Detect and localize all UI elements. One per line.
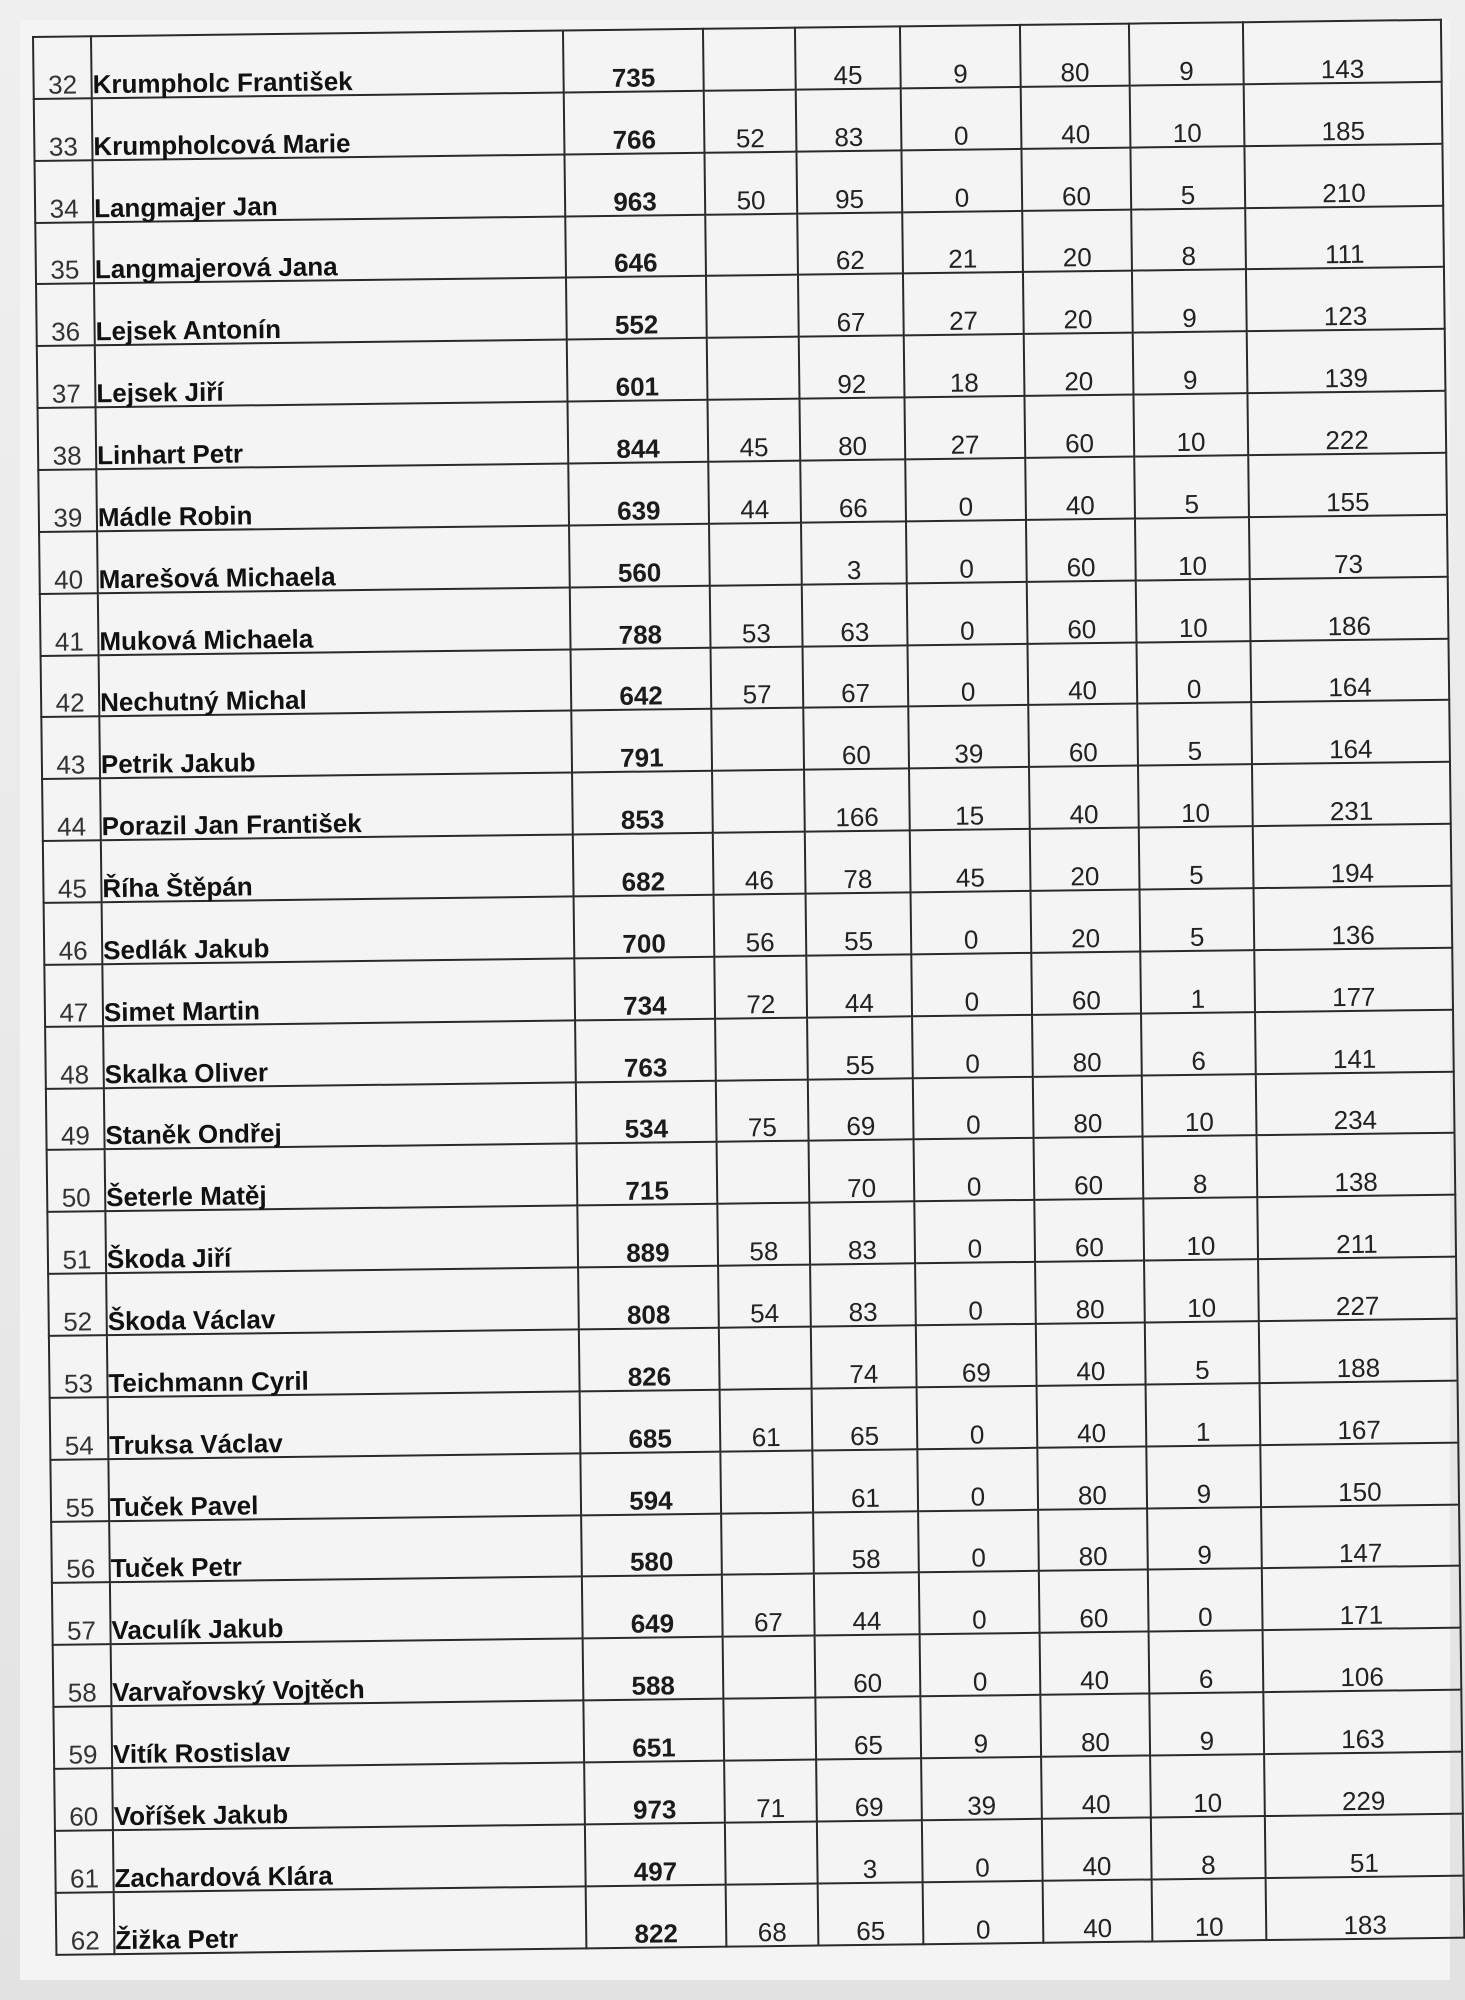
score-col-4: 40 [1043,1879,1153,1943]
score-col-2: 62 [797,212,903,275]
score-col-4: 60 [1034,1137,1144,1200]
person-name: Škoda Jiří [105,1206,578,1274]
row-number: 35 [35,222,94,285]
total-score: 853 [572,771,713,835]
score-col-1 [707,337,800,400]
score-col-6: 229 [1264,1752,1463,1816]
score-col-2: 83 [810,1263,916,1326]
score-col-2: 70 [809,1140,915,1203]
score-col-5: 8 [1151,1816,1266,1879]
score-col-2: 3 [817,1820,923,1883]
score-col-6: 73 [1249,515,1448,579]
score-col-5: 5 [1137,703,1252,766]
score-col-2: 67 [803,645,909,708]
score-col-6: 177 [1254,948,1453,1012]
total-score: 646 [565,214,706,278]
score-col-2: 95 [796,150,902,213]
total-score: 639 [568,462,709,526]
score-col-2: 66 [800,459,906,522]
person-name: Marešová Michaela [97,525,570,593]
score-col-6: 185 [1244,82,1443,146]
score-col-4: 40 [1027,642,1137,705]
score-col-2: 44 [806,954,912,1017]
score-col-4: 60 [1026,518,1136,581]
score-col-4: 20 [1024,333,1134,396]
score-col-1 [723,1698,816,1761]
score-col-2: 45 [795,26,901,89]
person-name: Tuček Pavel [108,1453,581,1521]
score-col-1 [711,708,804,771]
score-col-3: 0 [922,1819,1043,1882]
score-col-1 [725,1821,818,1884]
score-col-6: 183 [1266,1875,1465,1940]
score-col-3: 39 [908,705,1029,768]
score-col-5: 1 [1146,1383,1261,1446]
score-col-2: 74 [811,1325,917,1388]
score-col-1: 71 [724,1760,817,1823]
row-number: 45 [43,840,102,903]
score-col-6: 186 [1250,576,1449,640]
score-col-5: 9 [1146,1445,1261,1508]
score-col-3: 0 [920,1633,1041,1696]
score-col-3: 0 [901,87,1022,150]
score-col-6: 227 [1258,1257,1457,1321]
row-number: 47 [44,964,103,1027]
score-col-3: 0 [914,1200,1035,1263]
score-col-6: 222 [1247,391,1446,455]
score-col-5: 5 [1139,826,1254,889]
score-col-1: 50 [704,151,797,214]
score-col-2: 69 [816,1758,922,1821]
score-col-5: 10 [1138,764,1253,827]
score-col-4: 40 [1037,1384,1147,1447]
score-col-2: 3 [801,521,907,584]
score-col-3: 27 [904,396,1025,459]
person-name: Šeterle Matěj [105,1144,578,1212]
score-col-3: 0 [915,1262,1036,1325]
person-name: Nechutný Michal [99,649,572,717]
row-number: 41 [40,593,99,656]
score-col-1 [720,1450,813,1513]
score-col-1: 57 [711,646,804,709]
score-col-6: 139 [1247,329,1446,393]
row-number: 58 [53,1645,112,1708]
score-col-6: 164 [1250,638,1449,702]
score-col-1: 53 [710,584,803,647]
person-name: Petrik Jakub [99,711,572,779]
person-name: Varvařovský Vojtěch [111,1639,584,1707]
score-col-6: 147 [1261,1504,1460,1568]
score-col-3: 9 [900,25,1021,88]
row-number: 32 [33,36,92,99]
score-col-4: 20 [1023,271,1133,334]
row-number: 42 [41,655,100,718]
score-col-5: 10 [1144,1259,1259,1322]
score-col-5: 10 [1152,1878,1267,1942]
score-col-5: 9 [1149,1692,1264,1755]
score-col-5: 9 [1132,270,1247,333]
score-col-5: 10 [1142,1074,1257,1137]
score-col-3: 0 [923,1881,1044,1945]
total-score: 642 [571,647,712,711]
score-col-6: 171 [1262,1566,1461,1630]
person-name: Vaculík Jakub [110,1577,583,1645]
total-score: 682 [573,833,714,897]
total-score: 826 [579,1328,720,1392]
person-name: Truksa Václav [108,1391,581,1459]
score-col-5: 10 [1133,393,1248,456]
score-col-1: 58 [717,1203,810,1266]
row-number: 36 [36,284,95,347]
row-number: 59 [53,1706,112,1769]
score-col-1: 45 [707,399,800,462]
score-col-5: 10 [1135,517,1250,580]
score-col-6: 234 [1256,1071,1455,1135]
score-col-6: 211 [1257,1195,1456,1259]
total-score: 844 [568,400,709,464]
score-col-3: 0 [911,953,1032,1016]
score-col-6: 188 [1259,1319,1458,1383]
total-score: 580 [581,1513,722,1577]
person-name: Langmajer Jan [93,154,566,222]
score-col-2: 58 [813,1511,919,1574]
row-number: 62 [56,1892,115,1955]
row-number: 39 [38,469,97,532]
score-col-4: 20 [1022,209,1132,272]
score-col-4: 20 [1031,890,1141,953]
score-col-6: 194 [1253,824,1452,888]
score-col-1: 44 [708,461,801,524]
score-col-3: 0 [917,1448,1038,1511]
score-col-1: 75 [716,1079,809,1142]
score-col-1: 54 [718,1265,811,1328]
score-col-6: 150 [1260,1442,1459,1506]
score-col-4: 40 [1036,1323,1146,1386]
total-score: 560 [569,524,710,588]
score-col-5: 10 [1143,1197,1258,1260]
score-col-1 [712,770,805,833]
person-name: Říha Štěpán [101,835,574,903]
person-name: Krumpholcová Marie [92,92,565,160]
score-col-2: 80 [799,398,905,461]
score-col-3: 0 [901,149,1022,212]
score-col-5: 5 [1130,146,1245,209]
score-col-2: 55 [807,1016,913,1079]
score-col-2: 83 [796,88,902,151]
score-col-2: 65 [815,1696,921,1759]
score-col-2: 44 [814,1573,920,1636]
person-name: Tuček Petr [109,1515,582,1583]
score-col-3: 0 [913,1076,1034,1139]
score-col-5: 8 [1131,208,1246,271]
score-col-5: 1 [1140,950,1255,1013]
row-number: 33 [34,98,93,161]
score-col-4: 80 [1020,24,1130,87]
person-name: Simet Martin [102,958,575,1026]
score-col-2: 166 [804,769,910,832]
score-col-5: 5 [1134,455,1249,518]
total-score: 763 [575,1018,716,1082]
row-number: 34 [35,160,94,223]
person-name: Krumpholc František [91,31,564,99]
score-col-1: 67 [722,1574,815,1637]
score-col-6: 51 [1265,1814,1464,1878]
row-number: 49 [46,1088,105,1151]
total-score: 766 [564,91,705,155]
row-number: 43 [41,717,100,780]
row-number: 37 [37,346,96,409]
total-score: 822 [586,1884,727,1948]
score-col-1 [721,1512,814,1575]
score-col-2: 65 [812,1387,918,1450]
person-name: Lejsek Jiří [95,340,568,408]
person-name: Porazil Jan František [100,773,573,841]
score-col-4: 80 [1038,1508,1148,1571]
score-col-4: 60 [1027,580,1137,643]
total-score: 552 [566,276,707,340]
score-col-4: 40 [1025,457,1135,520]
score-col-4: 80 [1032,1013,1142,1076]
score-col-5: 10 [1136,579,1251,642]
person-name: Linhart Petr [96,402,569,470]
person-name: Langmajerová Jana [93,216,566,284]
score-col-4: 60 [1021,147,1131,210]
row-number: 40 [39,531,98,594]
score-col-3: 0 [907,582,1028,645]
score-col-5: 0 [1136,641,1251,704]
score-col-3: 45 [910,829,1031,892]
person-name: Staněk Ondřej [104,1082,577,1150]
score-col-3: 39 [921,1757,1042,1820]
score-col-4: 40 [1041,1756,1151,1819]
total-score: 534 [576,1080,717,1144]
score-col-6: 123 [1246,267,1445,331]
score-col-4: 40 [1042,1817,1152,1880]
score-col-4: 40 [1021,85,1131,148]
total-score: 649 [582,1575,723,1639]
score-col-5: 9 [1147,1507,1262,1570]
row-number: 38 [38,407,97,470]
person-name: Mádle Robin [96,463,569,531]
score-col-1: 52 [704,90,797,153]
score-col-4: 80 [1033,1075,1143,1138]
score-col-3: 0 [912,1015,1033,1078]
score-col-5: 6 [1141,1012,1256,1075]
score-col-3: 9 [920,1695,1041,1758]
score-col-5: 8 [1143,1136,1258,1199]
score-col-5: 5 [1140,888,1255,951]
row-number: 51 [47,1212,106,1275]
score-col-2: 67 [798,274,904,337]
total-score: 601 [567,338,708,402]
score-col-4: 60 [1039,1570,1149,1633]
score-col-2: 55 [806,892,912,955]
score-col-6: 138 [1257,1133,1456,1197]
score-col-5: 5 [1145,1321,1260,1384]
row-number: 50 [47,1150,106,1213]
row-number: 46 [44,902,103,965]
score-col-3: 0 [908,643,1029,706]
score-col-5: 10 [1150,1754,1265,1817]
score-col-1 [715,1017,808,1080]
score-col-1 [709,523,802,586]
person-name: Sedlák Jakub [102,896,575,964]
score-col-2: 60 [815,1635,921,1698]
score-col-6: 106 [1263,1628,1462,1692]
score-col-3: 15 [909,767,1030,830]
total-score: 791 [571,709,712,773]
score-col-4: 80 [1037,1446,1147,1509]
row-number: 53 [49,1335,108,1398]
score-col-1: 61 [720,1388,813,1451]
person-name: Lejsek Antonín [94,278,567,346]
score-col-4: 60 [1034,1199,1144,1262]
total-score: 588 [583,1637,724,1701]
score-col-1: 68 [726,1883,819,1946]
total-score: 715 [577,1142,718,1206]
score-col-4: 60 [1024,395,1134,458]
person-name: Muková Michaela [98,587,571,655]
row-number: 61 [55,1830,114,1893]
score-col-1 [703,28,796,91]
score-col-1: 46 [713,832,806,895]
score-col-4: 80 [1035,1261,1145,1324]
score-col-4: 20 [1030,828,1140,891]
score-col-3: 27 [903,272,1024,335]
score-col-6: 143 [1243,20,1442,84]
score-col-3: 0 [906,520,1027,583]
score-col-2: 60 [803,707,909,770]
score-col-2: 69 [808,1078,914,1141]
score-col-6: 231 [1252,762,1451,826]
score-col-4: 40 [1040,1632,1150,1695]
total-score: 685 [580,1390,721,1454]
paper-sheet [20,20,1450,1980]
score-col-5: 0 [1148,1569,1263,1632]
score-col-3: 18 [904,334,1025,397]
score-col-3: 0 [919,1571,1040,1634]
person-name: Voříšek Jakub [112,1762,585,1830]
score-col-3: 21 [902,210,1023,273]
score-col-4: 60 [1028,704,1138,767]
score-col-5: 6 [1149,1630,1264,1693]
total-score: 735 [563,29,704,93]
score-col-6: 141 [1255,1009,1454,1073]
total-score: 497 [585,1823,726,1887]
total-score: 963 [564,153,705,217]
score-col-6: 210 [1244,143,1443,207]
score-col-4: 60 [1031,951,1141,1014]
row-number: 52 [48,1273,107,1336]
score-col-1: 72 [714,955,807,1018]
score-col-3: 0 [918,1509,1039,1572]
score-col-6: 111 [1245,205,1444,269]
score-col-2: 65 [818,1882,924,1945]
score-col-4: 40 [1029,766,1139,829]
score-col-3: 0 [914,1138,1035,1201]
total-score: 889 [577,1204,718,1268]
score-col-3: 0 [911,891,1032,954]
total-score: 973 [584,1761,725,1825]
score-col-6: 163 [1263,1690,1462,1754]
score-col-1 [723,1636,816,1699]
score-col-5: 10 [1130,84,1245,147]
person-name: Žižka Petr [114,1886,587,1954]
row-number: 48 [45,1026,104,1089]
row-number: 44 [42,779,101,842]
score-col-2: 92 [799,336,905,399]
score-col-2: 63 [802,583,908,646]
score-col-1 [705,213,798,276]
score-col-2: 83 [809,1202,915,1265]
score-col-2: 78 [805,831,911,894]
results-table [32,19,1465,1956]
score-col-1: 56 [714,894,807,957]
score-col-1 [719,1327,812,1390]
total-score: 651 [583,1699,724,1763]
row-number: 55 [50,1459,109,1522]
score-col-6: 167 [1260,1381,1459,1445]
score-col-6: 136 [1254,886,1453,950]
person-name: Skalka Oliver [103,1020,576,1088]
score-col-2: 61 [812,1449,918,1512]
total-score: 788 [570,585,711,649]
row-number: 56 [51,1521,110,1584]
score-col-3: 69 [916,1324,1037,1387]
total-score: 734 [574,957,715,1021]
score-col-5: 9 [1133,331,1248,394]
row-number: 54 [50,1397,109,1460]
score-col-1 [706,275,799,338]
total-score: 808 [578,1266,719,1330]
score-col-5: 9 [1129,22,1244,85]
score-col-1 [717,1141,810,1204]
person-name: Škoda Václav [106,1268,579,1336]
person-name: Zachardová Klára [113,1824,586,1892]
score-col-3: 0 [917,1386,1038,1449]
person-name: Vitík Rostislav [111,1701,584,1769]
total-score: 594 [580,1451,721,1515]
score-col-6: 164 [1251,700,1450,764]
row-number: 60 [54,1768,113,1831]
score-col-6: 155 [1248,453,1447,517]
results-table-body [33,20,1464,1955]
total-score: 700 [574,895,715,959]
row-number: 57 [52,1583,111,1646]
score-col-4: 80 [1040,1694,1150,1757]
person-name: Teichmann Cyril [107,1329,580,1397]
score-col-3: 0 [905,458,1026,521]
